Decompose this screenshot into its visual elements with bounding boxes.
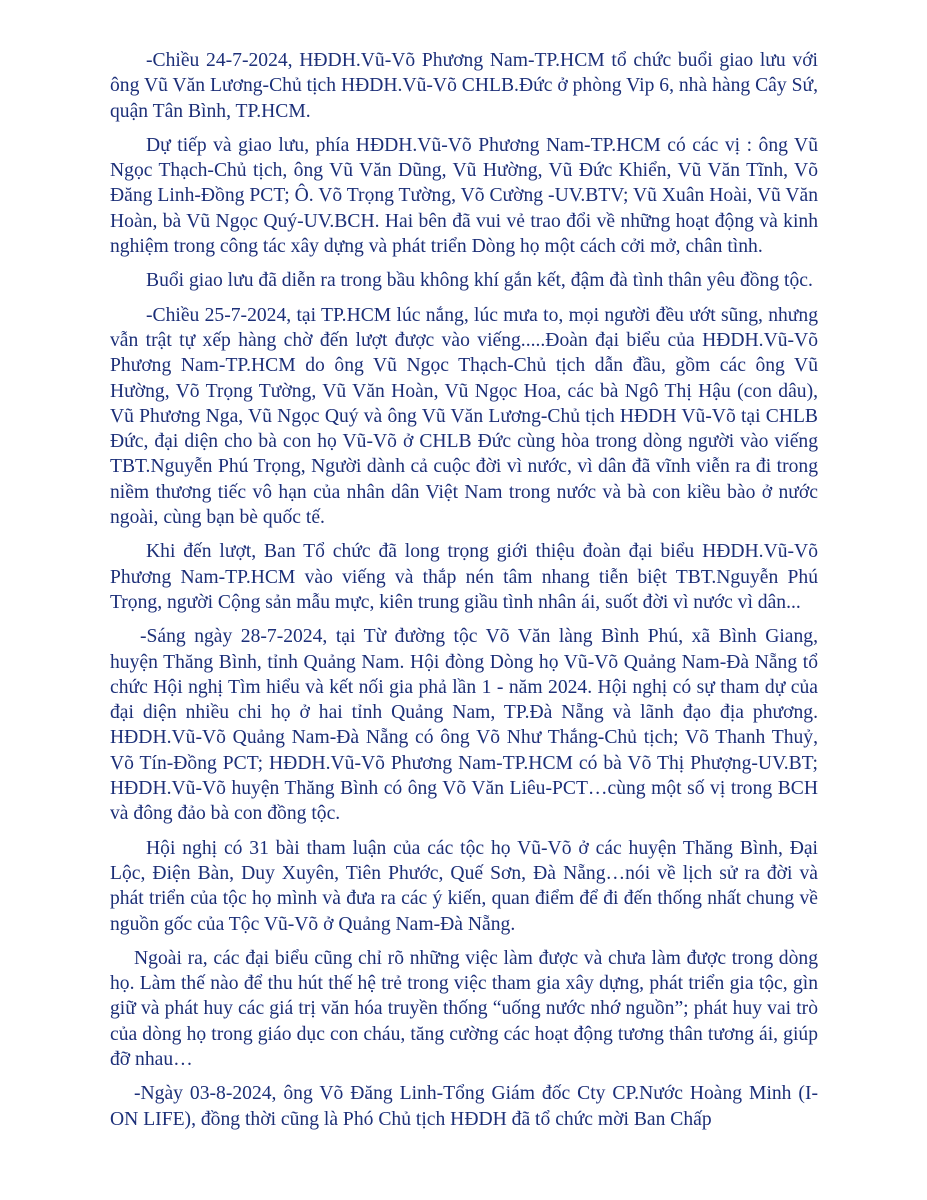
paragraph-7: Hội nghị có 31 bài tham luận của các tộc họ Vũ-Võ ở các huyện Thăng Bình, Đại Lộc, Điện Bàn, Duy Xuyên, Tiên Phước, Quế Sơn, Đà Nẵng…nói về lịch sử ra đời và phát triển của tộc họ mình và đưa ra các ý kiến, quan điểm để đi đến thống nhất chung về nguồn gốc của Tộc Vũ-Võ ở Quảng Nam-Đà Nẵng. [110, 837, 818, 935]
paragraph-2: Dự tiếp và giao lưu, phía HĐDH.Vũ-Võ Phương Nam-TP.HCM có các vị : ông Vũ Ngọc Thạch-Chủ tịch, ông Vũ Văn Dũng, Vũ Hường, Vũ Đức Khiển, Vũ Văn Tĩnh, Võ Đăng Linh-Đồng PCT; Ô. Võ Trọng Tường, Võ Cường -UV.BTV; Vũ Xuân Hoài, Vũ Văn Hoàn, bà Vũ Ngọc Quý-UV.BCH. Hai bên đã vui vẻ trao đổi về những hoạt động và kinh nghiệm trong công tác xây dựng và phát triển Dòng họ một cách cởi mở, chân tình. [110, 134, 818, 258]
paragraph-3: Buổi giao lưu đã diễn ra trong bầu không khí gắn kết, đậm đà tình thân yêu đồng tộc. [146, 270, 813, 292]
paragraph-6: -Sáng ngày 28-7-2024, tại Từ đường tộc Võ Văn làng Bình Phú, xã Bình Giang, huyện Thăng Bình, tỉnh Quảng Nam. Hội đòng Dòng họ Vũ-Võ Quảng Nam-Đà Nẵng tổ chức Hội nghị Tìm hiểu và kết nối gia phả lần 1 - năm 2024. Hội nghị có sự tham dự của đại diện nhiều chi họ ở hai tỉnh Quảng Nam, TP.Đà Nẵng và lãnh đạo địa phương. HĐDH.Vũ-Võ Quảng Nam-Đà Nẵng có ông Võ Như Thắng-Chủ tịch; Võ Thanh Thuỷ, Võ Tín-Đồng PCT; HĐDH.Vũ-Võ Phương Nam-TP.HCM có bà Võ Thị Phượng-UV.BT; HĐDH.Vũ-Võ huyện Thăng Bình có ông Võ Văn Liêu-PCT…cùng một số vị trong BCH và đông đảo bà con đồng tộc. [110, 626, 818, 825]
paragraph-1: -Chiều 24-7-2024, HĐDH.Vũ-Võ Phương Nam-TP.HCM tổ chức buổi giao lưu với ông Vũ Văn Lương-Chủ tịch HĐDH.Vũ-Võ CHLB.Đức ở phòng Vip 6, nhà hàng Cây Sứ, quận Tân Bình, TP.HCM. [110, 50, 818, 122]
paragraph-4: -Chiều 25-7-2024, tại TP.HCM lúc nắng, lúc mưa to, mọi người đều ướt sũng, nhưng vẫn trật tự xếp hàng chờ đến lượt được vào viếng.....Đoàn đại biểu của HĐDH.Vũ-Võ Phương Nam-TP.HCM do ông Vũ Ngọc Thạch-Chủ tịch dẫn đầu, gồm các ông Vũ Hường, Võ Trọng Tường, Vũ Văn Hoàn, Vũ Ngọc Hoa, các bà Ngô Thị Hậu (con dâu), Vũ Phương Nga, Vũ Ngọc Quý và ông Vũ Văn Lương-Chủ tịch HĐDH Vũ-Võ tại CHLB Đức, đại diện cho bà con họ Vũ-Võ ở CHLB Đức cùng hòa trong dòng người vào viếng TBT.Nguyễn Phú Trọng, Người dành cả cuộc đời vì nước, vì dân đã vĩnh viễn ra đi trong niềm thương tiếc vô hạn của nhân dân Việt Nam trong nước và bà con kiều bào ở nước ngoài, cùng bạn bè quốc tế. [110, 304, 818, 529]
document-page [110, 48, 818, 1141]
paragraph-8: Ngoài ra, các đại biểu cũng chỉ rõ những việc làm được và chưa làm được trong dòng họ. Làm thế nào để thu hút thế hệ trẻ trong việc tham gia xây dựng, phát triển gia tộc, gìn giữ và phát huy các giá trị văn hóa truyền thống “uống nước nhớ nguồn”; phát huy vai trò của dòng họ trong giáo dục con cháu, tăng cường các hoạt động tương thân tương ái, giúp đỡ nhau… [110, 947, 818, 1070]
paragraph-9: -Ngày 03-8-2024, ông Võ Đăng Linh-Tổng Giám đốc Cty CP.Nước Hoàng Minh (I-ON LIFE), đồng thời cũng là Phó Chủ tịch HĐDH đã tổ chức mời Ban Chấp [110, 1083, 818, 1130]
paragraph-5: Khi đến lượt, Ban Tổ chức đã long trọng giới thiệu đoàn đại biểu HĐDH.Vũ-Võ Phương Nam-TP.HCM vào viếng và thắp nén tâm nhang tiễn biệt TBT.Nguyễn Phú Trọng, người Cộng sản mẫu mực, kiên trung giầu tình nhân ái, suốt đời vì nước vì dân... [110, 541, 818, 613]
